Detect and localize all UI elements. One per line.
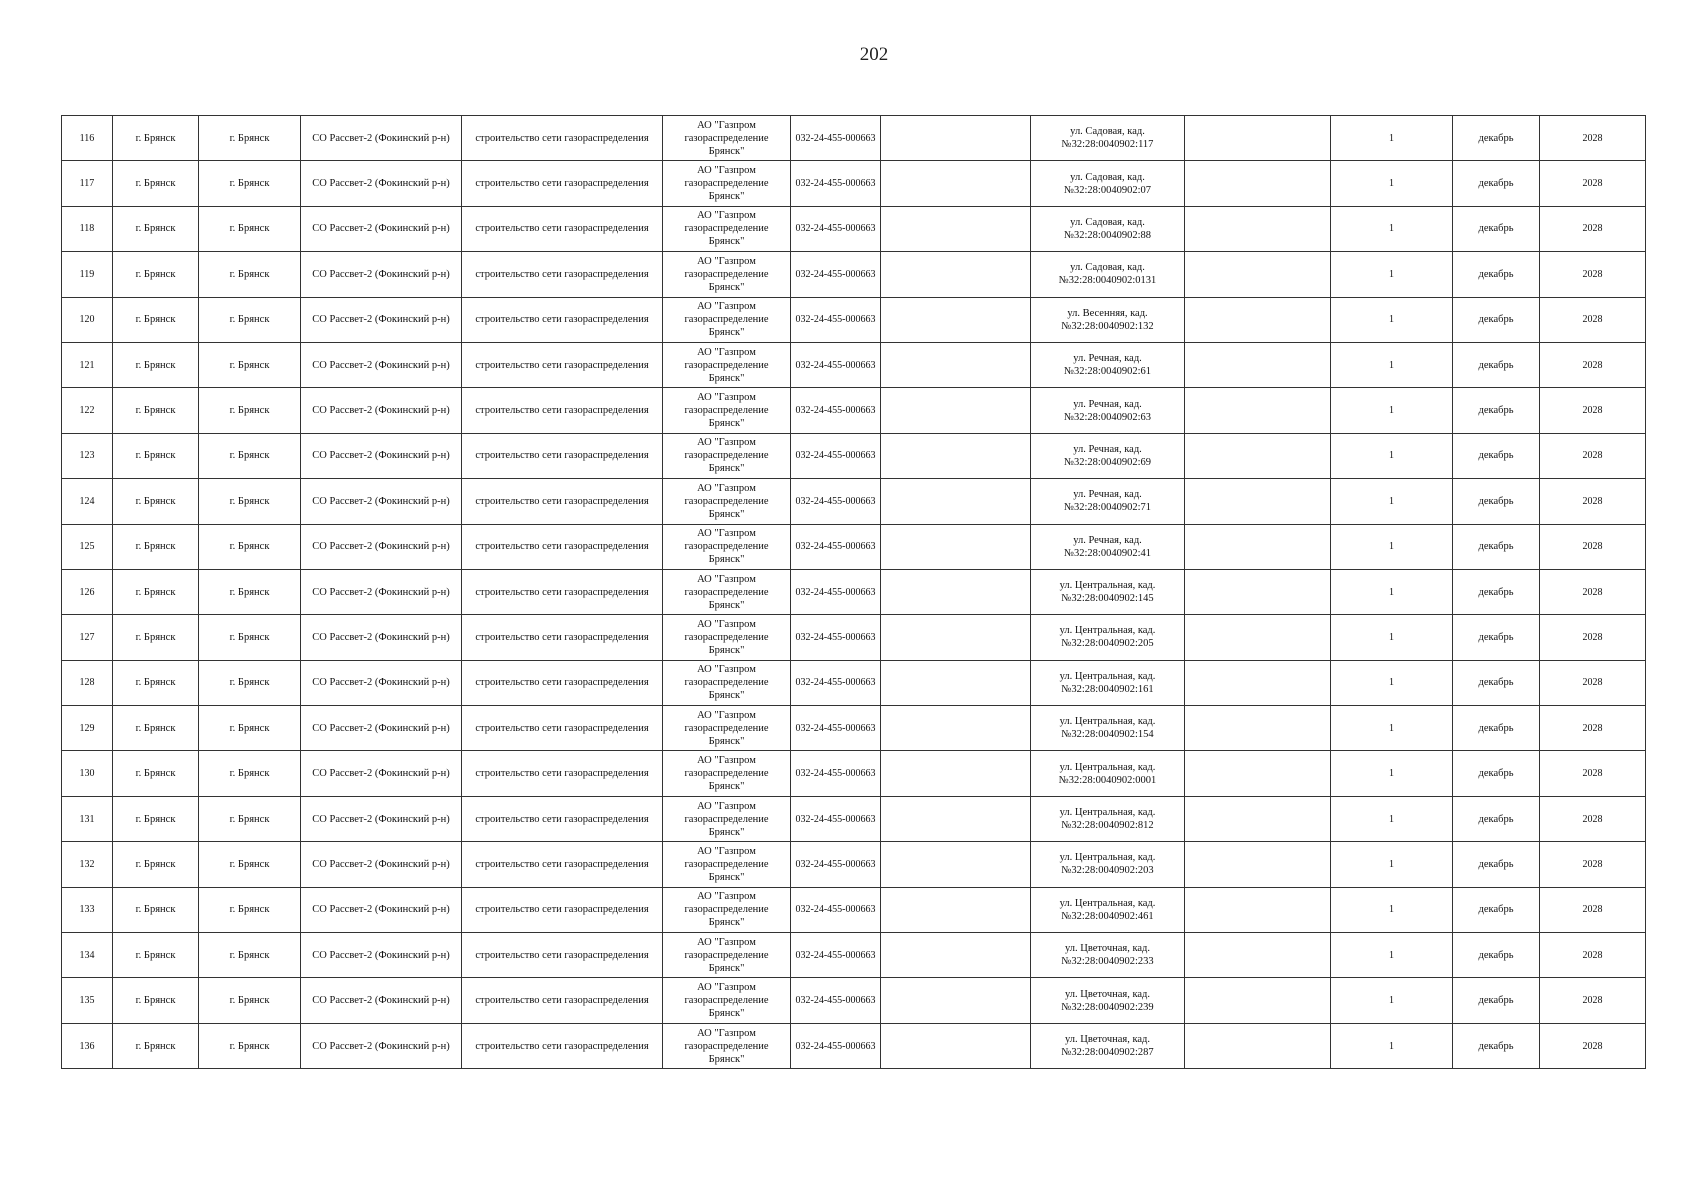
- year-cell: 2028: [1540, 342, 1646, 387]
- object-name-cell: СО Рассвет-2 (Фокинский р-н): [301, 569, 462, 614]
- registry-code-cell: 032-24-455-000663: [791, 615, 881, 660]
- address-cell: ул. Центральная, кад. №32:28:0040902:0001: [1031, 751, 1185, 796]
- table-row: [62, 706, 1646, 751]
- organization-cell: АО "Газпром газораспределение Брянск": [663, 524, 791, 569]
- blank-cell: [881, 796, 1031, 841]
- year-cell: 2028: [1540, 615, 1646, 660]
- quantity-cell: 1: [1331, 479, 1453, 524]
- table-row: [62, 388, 1646, 433]
- year-cell: 2028: [1540, 660, 1646, 705]
- month-cell: декабрь: [1453, 342, 1540, 387]
- registry-code-cell: 032-24-455-000663: [791, 796, 881, 841]
- address-cell: ул. Речная, кад. №32:28:0040902:41: [1031, 524, 1185, 569]
- municipality-cell: г. Брянск: [113, 569, 199, 614]
- row-number-cell: 119: [62, 252, 113, 297]
- address-cell: ул. Центральная, кад. №32:28:0040902:161: [1031, 660, 1185, 705]
- municipality-cell: г. Брянск: [113, 842, 199, 887]
- quantity-cell: 1: [1331, 252, 1453, 297]
- registry-code-cell: 032-24-455-000663: [791, 524, 881, 569]
- municipality-cell: г. Брянск: [113, 433, 199, 478]
- organization-cell: АО "Газпром газораспределение Брянск": [663, 706, 791, 751]
- work-type-cell: строительство сети газораспределения: [462, 660, 663, 705]
- object-name-cell: СО Рассвет-2 (Фокинский р-н): [301, 751, 462, 796]
- municipality-cell: г. Брянск: [113, 252, 199, 297]
- row-number-cell: 123: [62, 433, 113, 478]
- address-cell: ул. Центральная, кад. №32:28:0040902:203: [1031, 842, 1185, 887]
- municipality-cell: г. Брянск: [113, 524, 199, 569]
- work-type-cell: строительство сети газораспределения: [462, 569, 663, 614]
- registry-code-cell: 032-24-455-000663: [791, 297, 881, 342]
- object-name-cell: СО Рассвет-2 (Фокинский р-н): [301, 706, 462, 751]
- address-cell: ул. Садовая, кад. №32:28:0040902:07: [1031, 161, 1185, 206]
- month-cell: декабрь: [1453, 524, 1540, 569]
- locality-cell: г. Брянск: [199, 569, 301, 614]
- object-name-cell: СО Рассвет-2 (Фокинский р-н): [301, 978, 462, 1023]
- blank-cell: [881, 524, 1031, 569]
- address-cell: ул. Центральная, кад. №32:28:0040902:205: [1031, 615, 1185, 660]
- quantity-cell: 1: [1331, 524, 1453, 569]
- address-cell: ул. Цветочная, кад. №32:28:0040902:239: [1031, 978, 1185, 1023]
- locality-cell: г. Брянск: [199, 161, 301, 206]
- row-number-cell: 126: [62, 569, 113, 614]
- year-cell: 2028: [1540, 388, 1646, 433]
- table-row: [62, 252, 1646, 297]
- object-name-cell: СО Рассвет-2 (Фокинский р-н): [301, 615, 462, 660]
- object-name-cell: СО Рассвет-2 (Фокинский р-н): [301, 660, 462, 705]
- organization-cell: АО "Газпром газораспределение Брянск": [663, 842, 791, 887]
- municipality-cell: г. Брянск: [113, 796, 199, 841]
- year-cell: 2028: [1540, 252, 1646, 297]
- blank-cell: [1185, 569, 1331, 614]
- row-number-cell: 128: [62, 660, 113, 705]
- table-row: [62, 524, 1646, 569]
- organization-cell: АО "Газпром газораспределение Брянск": [663, 751, 791, 796]
- blank-cell: [881, 388, 1031, 433]
- work-type-cell: строительство сети газораспределения: [462, 524, 663, 569]
- work-type-cell: строительство сети газораспределения: [462, 433, 663, 478]
- blank-cell: [881, 706, 1031, 751]
- month-cell: декабрь: [1453, 933, 1540, 978]
- address-cell: ул. Речная, кад. №32:28:0040902:71: [1031, 479, 1185, 524]
- table-row: [62, 660, 1646, 705]
- object-name-cell: СО Рассвет-2 (Фокинский р-н): [301, 116, 462, 161]
- year-cell: 2028: [1540, 297, 1646, 342]
- work-type-cell: строительство сети газораспределения: [462, 751, 663, 796]
- blank-cell: [881, 615, 1031, 660]
- row-number-cell: 122: [62, 388, 113, 433]
- month-cell: декабрь: [1453, 388, 1540, 433]
- blank-cell: [881, 161, 1031, 206]
- municipality-cell: г. Брянск: [113, 1023, 199, 1068]
- blank-cell: [881, 252, 1031, 297]
- month-cell: декабрь: [1453, 842, 1540, 887]
- blank-cell: [1185, 706, 1331, 751]
- work-type-cell: строительство сети газораспределения: [462, 978, 663, 1023]
- row-number-cell: 116: [62, 116, 113, 161]
- quantity-cell: 1: [1331, 660, 1453, 705]
- work-type-cell: строительство сети газораспределения: [462, 297, 663, 342]
- row-number-cell: 131: [62, 796, 113, 841]
- blank-cell: [1185, 1023, 1331, 1068]
- blank-cell: [881, 842, 1031, 887]
- blank-cell: [881, 660, 1031, 705]
- object-name-cell: СО Рассвет-2 (Фокинский р-н): [301, 933, 462, 978]
- page-number: 202: [859, 44, 889, 65]
- organization-cell: АО "Газпром газораспределение Брянск": [663, 479, 791, 524]
- month-cell: декабрь: [1453, 569, 1540, 614]
- registry-table: [61, 115, 1646, 1069]
- month-cell: декабрь: [1453, 252, 1540, 297]
- year-cell: 2028: [1540, 796, 1646, 841]
- municipality-cell: г. Брянск: [113, 660, 199, 705]
- year-cell: 2028: [1540, 479, 1646, 524]
- table-row: [62, 433, 1646, 478]
- registry-code-cell: 032-24-455-000663: [791, 206, 881, 251]
- address-cell: ул. Речная, кад. №32:28:0040902:63: [1031, 388, 1185, 433]
- locality-cell: г. Брянск: [199, 433, 301, 478]
- organization-cell: АО "Газпром газораспределение Брянск": [663, 1023, 791, 1068]
- address-cell: ул. Садовая, кад. №32:28:0040902:0131: [1031, 252, 1185, 297]
- locality-cell: г. Брянск: [199, 252, 301, 297]
- object-name-cell: СО Рассвет-2 (Фокинский р-н): [301, 1023, 462, 1068]
- blank-cell: [1185, 842, 1331, 887]
- row-number-cell: 118: [62, 206, 113, 251]
- blank-cell: [1185, 161, 1331, 206]
- locality-cell: г. Брянск: [199, 660, 301, 705]
- year-cell: 2028: [1540, 933, 1646, 978]
- month-cell: декабрь: [1453, 116, 1540, 161]
- locality-cell: г. Брянск: [199, 887, 301, 932]
- blank-cell: [881, 978, 1031, 1023]
- registry-code-cell: 032-24-455-000663: [791, 342, 881, 387]
- blank-cell: [1185, 206, 1331, 251]
- blank-cell: [881, 433, 1031, 478]
- organization-cell: АО "Газпром газораспределение Брянск": [663, 206, 791, 251]
- quantity-cell: 1: [1331, 342, 1453, 387]
- table-row: [62, 342, 1646, 387]
- organization-cell: АО "Газпром газораспределение Брянск": [663, 569, 791, 614]
- blank-cell: [1185, 342, 1331, 387]
- locality-cell: г. Брянск: [199, 1023, 301, 1068]
- municipality-cell: г. Брянск: [113, 978, 199, 1023]
- municipality-cell: г. Брянск: [113, 297, 199, 342]
- table-row: [62, 796, 1646, 841]
- locality-cell: г. Брянск: [199, 706, 301, 751]
- month-cell: декабрь: [1453, 751, 1540, 796]
- organization-cell: АО "Газпром газораспределение Брянск": [663, 252, 791, 297]
- organization-cell: АО "Газпром газораспределение Брянск": [663, 887, 791, 932]
- work-type-cell: строительство сети газораспределения: [462, 252, 663, 297]
- row-number-cell: 124: [62, 479, 113, 524]
- year-cell: 2028: [1540, 524, 1646, 569]
- quantity-cell: 1: [1331, 796, 1453, 841]
- blank-cell: [1185, 388, 1331, 433]
- registry-code-cell: 032-24-455-000663: [791, 706, 881, 751]
- table-row: [62, 297, 1646, 342]
- year-cell: 2028: [1540, 206, 1646, 251]
- year-cell: 2028: [1540, 433, 1646, 478]
- organization-cell: АО "Газпром газораспределение Брянск": [663, 433, 791, 478]
- work-type-cell: строительство сети газораспределения: [462, 161, 663, 206]
- locality-cell: г. Брянск: [199, 796, 301, 841]
- quantity-cell: 1: [1331, 206, 1453, 251]
- municipality-cell: г. Брянск: [113, 751, 199, 796]
- blank-cell: [1185, 933, 1331, 978]
- quantity-cell: 1: [1331, 933, 1453, 978]
- object-name-cell: СО Рассвет-2 (Фокинский р-н): [301, 252, 462, 297]
- work-type-cell: строительство сети газораспределения: [462, 615, 663, 660]
- month-cell: декабрь: [1453, 615, 1540, 660]
- quantity-cell: 1: [1331, 978, 1453, 1023]
- municipality-cell: г. Брянск: [113, 479, 199, 524]
- table-row: [62, 842, 1646, 887]
- year-cell: 2028: [1540, 706, 1646, 751]
- locality-cell: г. Брянск: [199, 978, 301, 1023]
- object-name-cell: СО Рассвет-2 (Фокинский р-н): [301, 479, 462, 524]
- registry-code-cell: 032-24-455-000663: [791, 252, 881, 297]
- registry-code-cell: 032-24-455-000663: [791, 388, 881, 433]
- year-cell: 2028: [1540, 978, 1646, 1023]
- year-cell: 2028: [1540, 569, 1646, 614]
- blank-cell: [881, 206, 1031, 251]
- address-cell: ул. Садовая, кад. №32:28:0040902:88: [1031, 206, 1185, 251]
- address-cell: ул. Цветочная, кад. №32:28:0040902:233: [1031, 933, 1185, 978]
- organization-cell: АО "Газпром газораспределение Брянск": [663, 116, 791, 161]
- registry-code-cell: 032-24-455-000663: [791, 978, 881, 1023]
- month-cell: декабрь: [1453, 479, 1540, 524]
- municipality-cell: г. Брянск: [113, 116, 199, 161]
- registry-code-cell: 032-24-455-000663: [791, 479, 881, 524]
- locality-cell: г. Брянск: [199, 479, 301, 524]
- address-cell: ул. Весенняя, кад. №32:28:0040902:132: [1031, 297, 1185, 342]
- organization-cell: АО "Газпром газораспределение Брянск": [663, 342, 791, 387]
- work-type-cell: строительство сети газораспределения: [462, 933, 663, 978]
- blank-cell: [1185, 252, 1331, 297]
- month-cell: декабрь: [1453, 297, 1540, 342]
- month-cell: декабрь: [1453, 660, 1540, 705]
- table-row: [62, 933, 1646, 978]
- blank-cell: [881, 1023, 1031, 1068]
- year-cell: 2028: [1540, 1023, 1646, 1068]
- row-number-cell: 130: [62, 751, 113, 796]
- blank-cell: [1185, 887, 1331, 932]
- object-name-cell: СО Рассвет-2 (Фокинский р-н): [301, 887, 462, 932]
- work-type-cell: строительство сети газораспределения: [462, 842, 663, 887]
- municipality-cell: г. Брянск: [113, 887, 199, 932]
- year-cell: 2028: [1540, 161, 1646, 206]
- object-name-cell: СО Рассвет-2 (Фокинский р-н): [301, 842, 462, 887]
- quantity-cell: 1: [1331, 842, 1453, 887]
- address-cell: ул. Цветочная, кад. №32:28:0040902:287: [1031, 1023, 1185, 1068]
- work-type-cell: строительство сети газораспределения: [462, 887, 663, 932]
- address-cell: ул. Центральная, кад. №32:28:0040902:461: [1031, 887, 1185, 932]
- address-cell: ул. Центральная, кад. №32:28:0040902:812: [1031, 796, 1185, 841]
- row-number-cell: 132: [62, 842, 113, 887]
- registry-body: [62, 116, 1646, 1069]
- organization-cell: АО "Газпром газораспределение Брянск": [663, 615, 791, 660]
- registry-code-cell: 032-24-455-000663: [791, 660, 881, 705]
- month-cell: декабрь: [1453, 1023, 1540, 1068]
- address-cell: ул. Центральная, кад. №32:28:0040902:145: [1031, 569, 1185, 614]
- organization-cell: АО "Газпром газораспределение Брянск": [663, 388, 791, 433]
- row-number-cell: 125: [62, 524, 113, 569]
- blank-cell: [1185, 615, 1331, 660]
- organization-cell: АО "Газпром газораспределение Брянск": [663, 796, 791, 841]
- locality-cell: г. Брянск: [199, 615, 301, 660]
- quantity-cell: 1: [1331, 615, 1453, 660]
- month-cell: декабрь: [1453, 978, 1540, 1023]
- table-row: [62, 116, 1646, 161]
- object-name-cell: СО Рассвет-2 (Фокинский р-н): [301, 206, 462, 251]
- row-number-cell: 117: [62, 161, 113, 206]
- row-number-cell: 129: [62, 706, 113, 751]
- locality-cell: г. Брянск: [199, 388, 301, 433]
- registry-code-cell: 032-24-455-000663: [791, 161, 881, 206]
- quantity-cell: 1: [1331, 887, 1453, 932]
- quantity-cell: 1: [1331, 116, 1453, 161]
- address-cell: ул. Центральная, кад. №32:28:0040902:154: [1031, 706, 1185, 751]
- address-cell: ул. Речная, кад. №32:28:0040902:69: [1031, 433, 1185, 478]
- municipality-cell: г. Брянск: [113, 342, 199, 387]
- blank-cell: [1185, 796, 1331, 841]
- organization-cell: АО "Газпром газораспределение Брянск": [663, 933, 791, 978]
- blank-cell: [881, 933, 1031, 978]
- blank-cell: [1185, 660, 1331, 705]
- month-cell: декабрь: [1453, 887, 1540, 932]
- blank-cell: [881, 342, 1031, 387]
- object-name-cell: СО Рассвет-2 (Фокинский р-н): [301, 297, 462, 342]
- quantity-cell: 1: [1331, 751, 1453, 796]
- row-number-cell: 133: [62, 887, 113, 932]
- table-row: [62, 1023, 1646, 1068]
- registry-code-cell: 032-24-455-000663: [791, 433, 881, 478]
- municipality-cell: г. Брянск: [113, 615, 199, 660]
- row-number-cell: 134: [62, 933, 113, 978]
- locality-cell: г. Брянск: [199, 524, 301, 569]
- municipality-cell: г. Брянск: [113, 388, 199, 433]
- month-cell: декабрь: [1453, 161, 1540, 206]
- municipality-cell: г. Брянск: [113, 933, 199, 978]
- municipality-cell: г. Брянск: [113, 206, 199, 251]
- month-cell: декабрь: [1453, 706, 1540, 751]
- table-row: [62, 887, 1646, 932]
- registry-code-cell: 032-24-455-000663: [791, 933, 881, 978]
- table-row: [62, 615, 1646, 660]
- blank-cell: [1185, 524, 1331, 569]
- work-type-cell: строительство сети газораспределения: [462, 206, 663, 251]
- month-cell: декабрь: [1453, 206, 1540, 251]
- table-row: [62, 978, 1646, 1023]
- object-name-cell: СО Рассвет-2 (Фокинский р-н): [301, 796, 462, 841]
- object-name-cell: СО Рассвет-2 (Фокинский р-н): [301, 342, 462, 387]
- quantity-cell: 1: [1331, 161, 1453, 206]
- blank-cell: [881, 297, 1031, 342]
- quantity-cell: 1: [1331, 1023, 1453, 1068]
- address-cell: ул. Садовая, кад. №32:28:0040902:117: [1031, 116, 1185, 161]
- year-cell: 2028: [1540, 842, 1646, 887]
- table-row: [62, 206, 1646, 251]
- blank-cell: [1185, 978, 1331, 1023]
- object-name-cell: СО Рассвет-2 (Фокинский р-н): [301, 161, 462, 206]
- locality-cell: г. Брянск: [199, 751, 301, 796]
- registry-code-cell: 032-24-455-000663: [791, 569, 881, 614]
- blank-cell: [881, 569, 1031, 614]
- work-type-cell: строительство сети газораспределения: [462, 116, 663, 161]
- table-row: [62, 751, 1646, 796]
- work-type-cell: строительство сети газораспределения: [462, 342, 663, 387]
- row-number-cell: 121: [62, 342, 113, 387]
- work-type-cell: строительство сети газораспределения: [462, 1023, 663, 1068]
- locality-cell: г. Брянск: [199, 933, 301, 978]
- quantity-cell: 1: [1331, 706, 1453, 751]
- work-type-cell: строительство сети газораспределения: [462, 388, 663, 433]
- quantity-cell: 1: [1331, 297, 1453, 342]
- organization-cell: АО "Газпром газораспределение Брянск": [663, 660, 791, 705]
- locality-cell: г. Брянск: [199, 116, 301, 161]
- blank-cell: [881, 116, 1031, 161]
- object-name-cell: СО Рассвет-2 (Фокинский р-н): [301, 524, 462, 569]
- registry-code-cell: 032-24-455-000663: [791, 887, 881, 932]
- year-cell: 2028: [1540, 751, 1646, 796]
- organization-cell: АО "Газпром газораспределение Брянск": [663, 161, 791, 206]
- year-cell: 2028: [1540, 887, 1646, 932]
- registry-code-cell: 032-24-455-000663: [791, 116, 881, 161]
- blank-cell: [1185, 751, 1331, 796]
- quantity-cell: 1: [1331, 569, 1453, 614]
- locality-cell: г. Брянск: [199, 206, 301, 251]
- locality-cell: г. Брянск: [199, 297, 301, 342]
- row-number-cell: 136: [62, 1023, 113, 1068]
- locality-cell: г. Брянск: [199, 842, 301, 887]
- blank-cell: [1185, 297, 1331, 342]
- work-type-cell: строительство сети газораспределения: [462, 796, 663, 841]
- blank-cell: [1185, 116, 1331, 161]
- organization-cell: АО "Газпром газораспределение Брянск": [663, 978, 791, 1023]
- registry-code-cell: 032-24-455-000663: [791, 842, 881, 887]
- blank-cell: [881, 479, 1031, 524]
- row-number-cell: 135: [62, 978, 113, 1023]
- organization-cell: АО "Газпром газораспределение Брянск": [663, 297, 791, 342]
- work-type-cell: строительство сети газораспределения: [462, 706, 663, 751]
- blank-cell: [881, 751, 1031, 796]
- registry-code-cell: 032-24-455-000663: [791, 751, 881, 796]
- month-cell: декабрь: [1453, 796, 1540, 841]
- work-type-cell: строительство сети газораспределения: [462, 479, 663, 524]
- row-number-cell: 127: [62, 615, 113, 660]
- table-row: [62, 479, 1646, 524]
- blank-cell: [1185, 479, 1331, 524]
- object-name-cell: СО Рассвет-2 (Фокинский р-н): [301, 388, 462, 433]
- quantity-cell: 1: [1331, 433, 1453, 478]
- registry-code-cell: 032-24-455-000663: [791, 1023, 881, 1068]
- blank-cell: [1185, 433, 1331, 478]
- table-row: [62, 569, 1646, 614]
- year-cell: 2028: [1540, 116, 1646, 161]
- municipality-cell: г. Брянск: [113, 161, 199, 206]
- blank-cell: [881, 887, 1031, 932]
- locality-cell: г. Брянск: [199, 342, 301, 387]
- address-cell: ул. Речная, кад. №32:28:0040902:61: [1031, 342, 1185, 387]
- month-cell: декабрь: [1453, 433, 1540, 478]
- quantity-cell: 1: [1331, 388, 1453, 433]
- table-row: [62, 161, 1646, 206]
- object-name-cell: СО Рассвет-2 (Фокинский р-н): [301, 433, 462, 478]
- municipality-cell: г. Брянск: [113, 706, 199, 751]
- row-number-cell: 120: [62, 297, 113, 342]
